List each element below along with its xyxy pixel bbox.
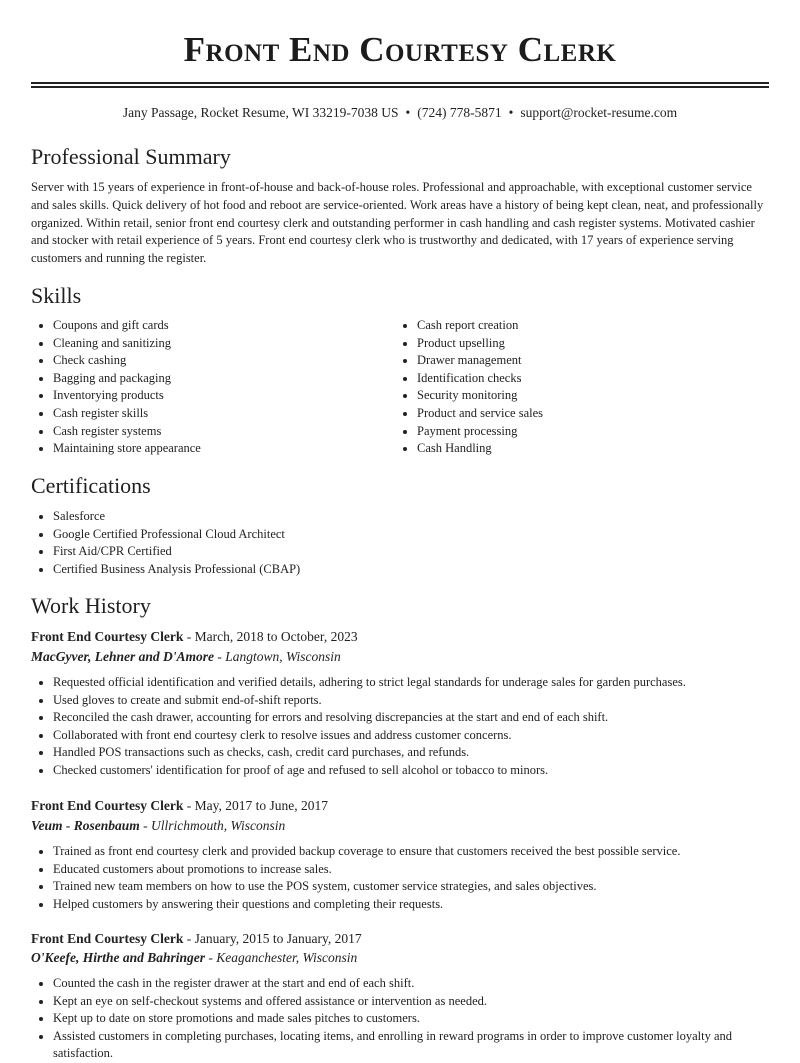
job-title: Front End Courtesy Clerk: [31, 931, 184, 946]
job-bullet: • Used gloves to create and submit end-of-shift reports.: [53, 692, 793, 710]
job-dates: March, 2018 to October, 2023: [194, 629, 358, 644]
job-bullet: • Trained new team members on how to use the POS system, customer service strategies, and sales objectives.: [53, 878, 793, 896]
certification-item: • Certified Business Analysis Professional (CBAP): [53, 561, 753, 579]
skill-item: • Cash register systems: [53, 423, 393, 441]
job-bullet: • Checked customers' identification for proof of age and refused to sell alcohol or tobacco to minors.: [53, 762, 793, 780]
contact-separator: •: [405, 105, 411, 120]
job-bullet: • Kept an eye on self-checkout systems and offered assistance or intervention as needed.: [53, 993, 793, 1011]
skill-item: • Product and service sales: [417, 405, 777, 423]
skill-item: • Cash Handling: [417, 440, 777, 458]
skill-item: • Security monitoring: [417, 387, 777, 405]
job-bullet: • Trained as front end courtesy clerk and provided backup coverage to ensure that customers received the best possible service.: [53, 843, 793, 861]
employer-name: O'Keefe, Hirthe and Bahringer: [31, 950, 206, 965]
job-bullet: • Kept up to date on store promotions and made sales pitches to customers.: [53, 1010, 793, 1028]
skill-item: • Cash register skills: [53, 405, 393, 423]
job-bullet: • Handled POS transactions such as checks, cash, credit card purchases, and refunds.: [53, 744, 793, 762]
job-bullet: • Counted the cash in the register drawer at the start and end of each shift.: [53, 975, 793, 993]
skills-heading: Skills: [31, 283, 82, 308]
job-title-line: [31, 930, 362, 948]
job-title: Front End Courtesy Clerk: [31, 629, 184, 644]
certifications-heading: Certifications: [31, 473, 151, 498]
skill-item: • Identification checks: [417, 370, 777, 388]
employer-line: [31, 817, 285, 835]
certification-item: • Google Certified Professional Cloud Architect: [53, 526, 753, 544]
contact-line: [0, 104, 800, 122]
skill-item: • Inventorying products: [53, 387, 393, 405]
job-dates: January, 2015 to January, 2017: [194, 931, 362, 946]
job-bullets: [31, 674, 793, 780]
job-bullet: • Educated customers about promotions to increase sales.: [53, 861, 793, 879]
job-bullets: [31, 975, 793, 1063]
skills-list-right: [395, 317, 777, 458]
job-bullets: [31, 843, 793, 913]
job-bullet: • Reconciled the cash drawer, accounting for errors and resolving discrepancies at the start and end of each shift.: [53, 709, 793, 727]
skills-list-left: [31, 317, 393, 458]
job-bullet: • Helped customers by answering their questions and completing their requests.: [53, 896, 793, 914]
job-dash: -: [186, 798, 192, 813]
skill-item: • Product upselling: [417, 335, 777, 353]
employer-line: [31, 949, 357, 967]
certifications-list: [31, 508, 753, 578]
certification-item: • First Aid/CPR Certified: [53, 543, 753, 561]
title-rule-top: [31, 82, 769, 84]
employer-location: Langtown, Wisconsin: [225, 649, 341, 664]
job-dash: -: [186, 629, 192, 644]
skill-item: • Check cashing: [53, 352, 393, 370]
job-bullet: • Assisted customers in completing purchases, locating items, and enrolling in reward programs in order to improve customer loyalty and satisfaction.: [53, 1028, 793, 1063]
skill-item: • Bagging and packaging: [53, 370, 393, 388]
title-rule-bottom: [31, 86, 769, 88]
resume-title: Front End Courtesy Clerk: [183, 30, 617, 69]
job-dates: May, 2017 to June, 2017: [194, 798, 329, 813]
summary-text: Server with 15 years of experience in front-of-house and back-of-house roles. Professional and approachable, with exceptional customer service and sales skills. Quick delivery of hot food and reboot are service-oriented. Work areas have a history of being kept clean, neat, and professionally organized. Within retail, senior front end courtesy clerk and outstanding performer in cash handling and cash register systems. Motivated cashier and stocker with retail experience of 5 years. Front end courtesy clerk who is trustworthy and dedicated, with 17 years of experience serving customers and running the register.: [31, 180, 764, 266]
employer-dash: -: [217, 649, 222, 664]
skill-item: • Cleaning and sanitizing: [53, 335, 393, 353]
job-bullet: • Collaborated with front end courtesy clerk to resolve issues and address customer concerns.: [53, 727, 793, 745]
work-history-heading: Work History: [31, 593, 151, 618]
job-title: Front End Courtesy Clerk: [31, 798, 184, 813]
contact-address: Jany Passage, Rocket Resume, WI 33219-7038 US: [122, 105, 399, 120]
skill-item: • Maintaining store appearance: [53, 440, 393, 458]
employer-location: Keaganchester, Wisconsin: [216, 950, 358, 965]
summary-heading: Professional Summary: [31, 144, 231, 169]
employer-name: MacGyver, Lehner and D'Amore: [31, 649, 214, 664]
skill-item: • Coupons and gift cards: [53, 317, 393, 335]
contact-email: support@rocket-resume.com: [520, 105, 678, 120]
job-bullet: • Requested official identification and verified details, adhering to strict legal standards for underage sales for garden purchases.: [53, 674, 793, 692]
employer-dash: -: [143, 818, 148, 833]
job-title-line: [31, 797, 328, 815]
job-title-line: [31, 628, 358, 646]
skill-item: • Drawer management: [417, 352, 777, 370]
contact-phone: (724) 778-5871: [417, 105, 502, 120]
skill-item: • Payment processing: [417, 423, 777, 441]
job-dash: -: [186, 931, 192, 946]
contact-separator: •: [508, 105, 514, 120]
skill-item: • Cash report creation: [417, 317, 777, 335]
employer-name: Veum - Rosenbaum: [31, 818, 140, 833]
employer-line: [31, 648, 341, 666]
employer-dash: -: [208, 950, 213, 965]
employer-location: Ullrichmouth, Wisconsin: [151, 818, 286, 833]
certification-item: • Salesforce: [53, 508, 753, 526]
